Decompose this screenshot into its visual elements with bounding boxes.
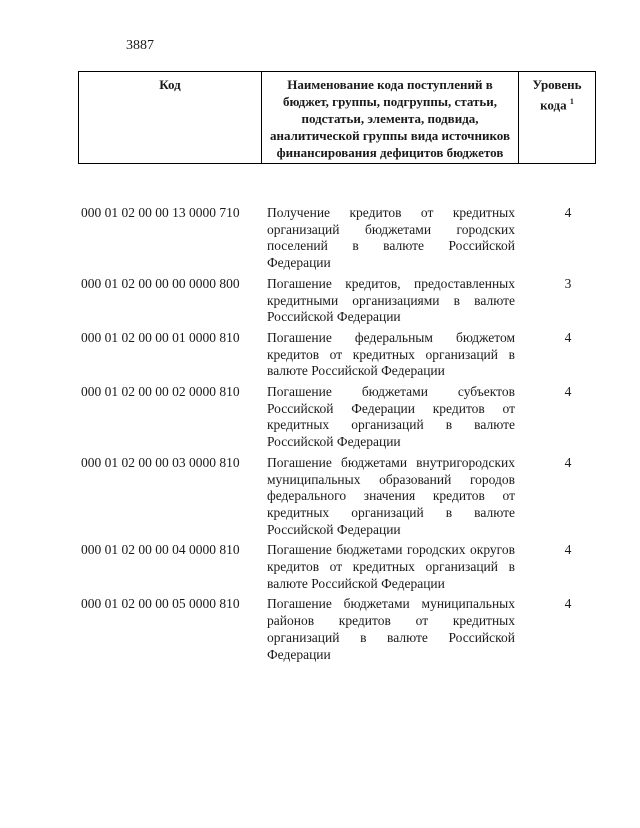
row-level: 4 xyxy=(564,596,572,612)
header-name xyxy=(262,72,519,164)
row-name: Получение кредитов от кредитных организаций бюджетами городских поселений в валюте Российской Федерации xyxy=(267,205,515,271)
footnote-marker: 1 xyxy=(569,97,574,106)
header-level xyxy=(519,72,596,164)
header-code-label: Код xyxy=(159,77,181,92)
table-row xyxy=(81,455,601,539)
row-code: 000 01 02 00 00 04 0000 810 xyxy=(81,542,240,558)
row-name: Погашение бюджетами внутригородских муниципальных образований городов федерального значения кредитов от кредитных организаций в валюте Российской Федерации xyxy=(267,454,515,537)
row-code: 000 01 02 00 00 13 0000 710 xyxy=(81,205,240,220)
table-row xyxy=(81,542,601,592)
table-body xyxy=(81,205,601,667)
row-level: 4 xyxy=(564,205,572,220)
header-name-label: Наименование кода поступлений в бюджет, группы, подгруппы, статьи, подстатьи, элемента, подвида, аналитической группы вида источников финансирования дефицитов бюджетов xyxy=(270,77,510,160)
row-name: Погашение бюджетами городских округов кредитов от кредитных организаций в валюте Российской Федерации xyxy=(267,542,515,591)
page-number: 3887 xyxy=(126,38,154,53)
header-code xyxy=(79,72,262,164)
table-row xyxy=(81,276,601,326)
row-name: Погашение федеральным бюджетом кредитов от кредитных организаций в валюте Российской Федерации xyxy=(267,329,515,379)
table-header xyxy=(78,71,596,164)
row-level: 4 xyxy=(564,454,572,470)
row-code: 000 01 02 00 00 01 0000 810 xyxy=(81,329,240,345)
row-name: Погашение бюджетами субъектов Российской Федерации кредитов от кредитных организаций в валюте Российской Федерации xyxy=(267,384,515,450)
row-name: Погашение бюджетами муниципальных районов кредитов от кредитных организаций в валюте Российской Федерации xyxy=(267,596,515,662)
table-row xyxy=(81,596,601,663)
row-level: 4 xyxy=(564,384,572,400)
row-code: 000 01 02 00 00 02 0000 810 xyxy=(81,384,240,400)
table-row xyxy=(81,205,601,272)
row-level: 4 xyxy=(564,542,572,558)
row-name: Погашение кредитов, предоставленных кредитными организациями в валюте Российской Федерации xyxy=(267,275,515,325)
row-code: 000 01 02 00 00 05 0000 810 xyxy=(81,596,240,612)
table-row xyxy=(81,384,601,451)
row-code: 000 01 02 00 00 00 0000 800 xyxy=(81,275,240,291)
row-level: 4 xyxy=(564,329,572,345)
row-code: 000 01 02 00 00 03 0000 810 xyxy=(81,454,240,470)
row-level: 3 xyxy=(564,275,572,291)
header-level-label: Уровень кода xyxy=(532,77,582,113)
table-row xyxy=(81,330,601,380)
